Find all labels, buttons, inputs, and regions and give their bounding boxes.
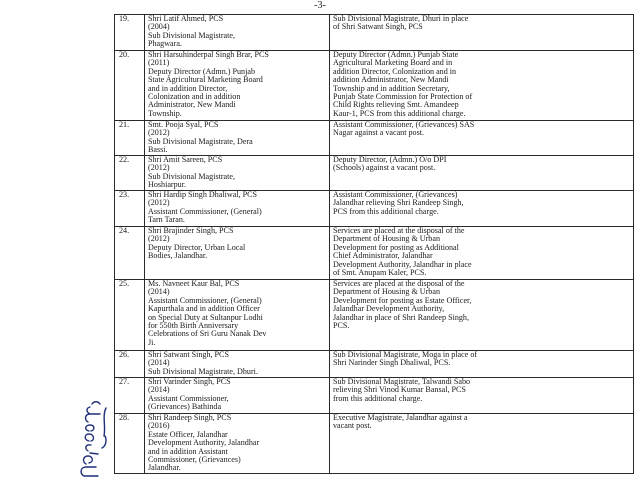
posting-line: relieving Shri Vinod Kumar Bansal, PCS <box>333 385 466 395</box>
officer-line: (2011) <box>148 58 170 68</box>
table-row <box>115 15 634 51</box>
table-row <box>115 351 634 378</box>
serial-number: 24. <box>115 227 145 280</box>
officer-details <box>145 156 330 191</box>
posting-line: Township and in addition Secretary, <box>333 83 450 93</box>
posting-line: PCS. <box>333 321 350 331</box>
posting-line: Shri Narinder Singh Dhaliwal, PCS. <box>333 358 451 368</box>
table-row <box>115 227 634 280</box>
posting-line: Services are placed at the disposal of the <box>333 279 465 288</box>
serial-number: 20. <box>115 51 145 121</box>
posting-details <box>330 280 634 351</box>
posting-line: Sub Divisional Magistrate, Moga in place of <box>333 350 478 359</box>
officer-line: Township. <box>148 108 182 118</box>
officer-line: on Special Duty at Sultanpur Lodhi <box>148 312 263 322</box>
officer-line: Sub Divisional Magistrate, <box>148 30 235 40</box>
posting-details <box>330 156 634 191</box>
posting-details <box>330 51 634 121</box>
transfer-table <box>114 14 634 474</box>
officer-line: (Grievances) Bathinda <box>148 402 222 412</box>
officer-details <box>145 414 330 474</box>
posting-line: of Smt. Anupam Kaler, PCS. <box>333 268 427 278</box>
officer-line: (2014) <box>148 287 170 297</box>
officer-line: State Agricultural Marketing Board <box>148 75 263 85</box>
officer-details <box>145 227 330 280</box>
posting-line: Department of Housing & Urban <box>333 234 440 244</box>
officer-details <box>145 351 330 378</box>
posting-details <box>330 15 634 51</box>
table-row <box>115 51 634 121</box>
officer-details <box>145 191 330 227</box>
officer-line: and in addition Assistant <box>148 446 228 456</box>
posting-line: Development for posting as Estate Officer, <box>333 295 472 305</box>
table-row <box>115 156 634 191</box>
posting-line: Jalandhar relieving Shri Randeep Singh, <box>333 198 464 208</box>
posting-line: Chief Administrator, Jalandhar <box>333 251 433 261</box>
officer-line: (2012) <box>148 128 170 138</box>
officer-line: (2014) <box>148 385 170 395</box>
officer-line: Bodies, Jalandhar. <box>148 251 208 261</box>
officer-line: Shri Varinder Singh, PCS <box>148 377 231 386</box>
posting-line: Sub Divisional Magistrate, Dhuri in place <box>333 14 469 23</box>
officer-line: Smt. Pooja Syal, PCS <box>148 120 219 129</box>
posting-line: vacant post. <box>333 421 372 431</box>
officer-line: Colonization and in addition <box>148 92 241 102</box>
table-row <box>115 414 634 474</box>
posting-line: Development Authority, Jalandhar in place <box>333 259 472 269</box>
posting-line: Department of Housing & Urban <box>333 287 440 297</box>
officer-line: Sub Divisional Magistrate, Dhuri. <box>148 366 258 376</box>
officer-line: (2012) <box>148 234 170 244</box>
officer-line: Assistant Commissioner, <box>148 393 229 403</box>
posting-line: Agricultural Marketing Board and in <box>333 58 453 68</box>
officer-details <box>145 280 330 351</box>
officer-line: (2012) <box>148 163 170 173</box>
posting-line: Punjab State Commission for Protection of <box>333 92 473 102</box>
officer-line: Sub Divisional Magistrate, Dera <box>148 136 253 146</box>
posting-details <box>330 378 634 414</box>
officer-line: Celebrations of Sri Guru Nanak Dev <box>148 329 267 339</box>
posting-line: Assistant Commissioner, (Grievances) SAS <box>333 120 475 129</box>
posting-details <box>330 414 634 474</box>
serial-number: 21. <box>115 121 145 156</box>
officer-line: Assistant Commissioner, (General) <box>148 295 262 305</box>
posting-line: from this additional charge. <box>333 393 423 403</box>
officer-line: Shri Randeep Singh, PCS <box>148 413 232 422</box>
officer-details <box>145 378 330 414</box>
serial-number: 19. <box>115 15 145 51</box>
posting-details <box>330 227 634 280</box>
posting-line: of Shri Satwant Singh, PCS <box>333 22 423 32</box>
serial-number: 27. <box>115 378 145 414</box>
posting-line: addition Director, Colonization and in <box>333 66 457 76</box>
serial-number: 25. <box>115 280 145 351</box>
officer-line: (2014) <box>148 358 170 368</box>
posting-details <box>330 191 634 227</box>
table-row <box>115 121 634 156</box>
officer-line: Kapurthala and in addition Officer <box>148 304 260 314</box>
table-row <box>115 378 634 414</box>
posting-line: PCS from this additional charge. <box>333 206 439 216</box>
page-number: -3- <box>314 0 326 11</box>
officer-line: Sub Divisional Magistrate, <box>148 171 235 181</box>
officer-line: Deputy Director (Admn.) Punjab <box>148 66 255 76</box>
posting-details <box>330 121 634 156</box>
posting-line: addition Administrator, New Mandi <box>333 75 449 85</box>
posting-line: Services are placed at the disposal of the <box>333 226 465 235</box>
posting-line: Executive Magistrate, Jalandhar against a <box>333 413 468 422</box>
officer-line: Estate Officer, Jalandhar <box>148 429 228 439</box>
officer-line: Ms. Navneet Kaur Bal, PCS <box>148 279 240 288</box>
officer-details <box>145 15 330 51</box>
officer-line: Phagwara. <box>148 39 182 49</box>
officer-line: Bassi. <box>148 145 168 155</box>
officer-line: Ji. <box>148 337 156 347</box>
serial-number: 22. <box>115 156 145 191</box>
officer-line: for 550th Birth Anniversary <box>148 321 239 331</box>
officer-line: Administrator, New Mandi <box>148 100 236 110</box>
officer-details <box>145 121 330 156</box>
officer-line: Jalandhar. <box>148 463 181 473</box>
officer-line: Deputy Director, Urban Local <box>148 242 246 252</box>
posting-line: Deputy Director, (Admn.) O/o DPI <box>333 155 447 164</box>
officer-line: (2016) <box>148 421 170 431</box>
posting-line: Development for posting as Additional <box>333 242 459 252</box>
posting-line: Sub Divisional Magistrate, Talwandi Sabo <box>333 377 471 386</box>
serial-number: 26. <box>115 351 145 378</box>
officer-line: Assistant Commissioner, (General) <box>148 206 262 216</box>
serial-number: 28. <box>115 414 145 474</box>
officer-line: Commissioner, (Grievances) <box>148 455 241 465</box>
officer-line: Shri Harsuhinderpal Singh Brar, PCS <box>148 50 269 59</box>
posting-details <box>330 351 634 378</box>
table-row <box>115 191 634 227</box>
transfer-table-body <box>115 15 634 474</box>
officer-line: Shri Hardip Singh Dhaliwal, PCS <box>148 190 258 199</box>
officer-line: Shri Brajinder Singh, PCS <box>148 226 234 235</box>
officer-line: Shri Latif Ahmed, PCS <box>148 14 224 23</box>
officer-line: (2012) <box>148 198 170 208</box>
officer-line: (2004) <box>148 22 170 32</box>
posting-line: Assistant Commissioner, (Grievances) <box>333 190 458 199</box>
officer-line: Hoshiarpur. <box>148 180 186 190</box>
posting-line: Nagar against a vacant post. <box>333 128 425 138</box>
posting-line: (Schools) against a vacant post. <box>333 163 436 173</box>
table-row <box>115 280 634 351</box>
officer-line: and in addition Director, <box>148 83 228 93</box>
officer-line: Shri Satwant Singh, PCS <box>148 350 229 359</box>
posting-line: Child Rights relieving Smt. Amandeep <box>333 100 459 110</box>
officer-details <box>145 51 330 121</box>
officer-line: Shri Amit Sareen, PCS <box>148 155 223 164</box>
handwritten-signature <box>76 396 114 480</box>
posting-line: Jalandhar in place of Shri Randeep Singh, <box>333 312 469 322</box>
posting-line: Deputy Director (Admn.) Punjab State <box>333 50 459 59</box>
serial-number: 23. <box>115 191 145 227</box>
posting-line: Kaur-1, PCS from this additional charge. <box>333 108 466 118</box>
officer-line: Development Authority, Jalandhar <box>148 438 260 448</box>
officer-line: Tarn Taran. <box>148 215 185 225</box>
posting-line: Jalandhar Development Authority, <box>333 304 445 314</box>
